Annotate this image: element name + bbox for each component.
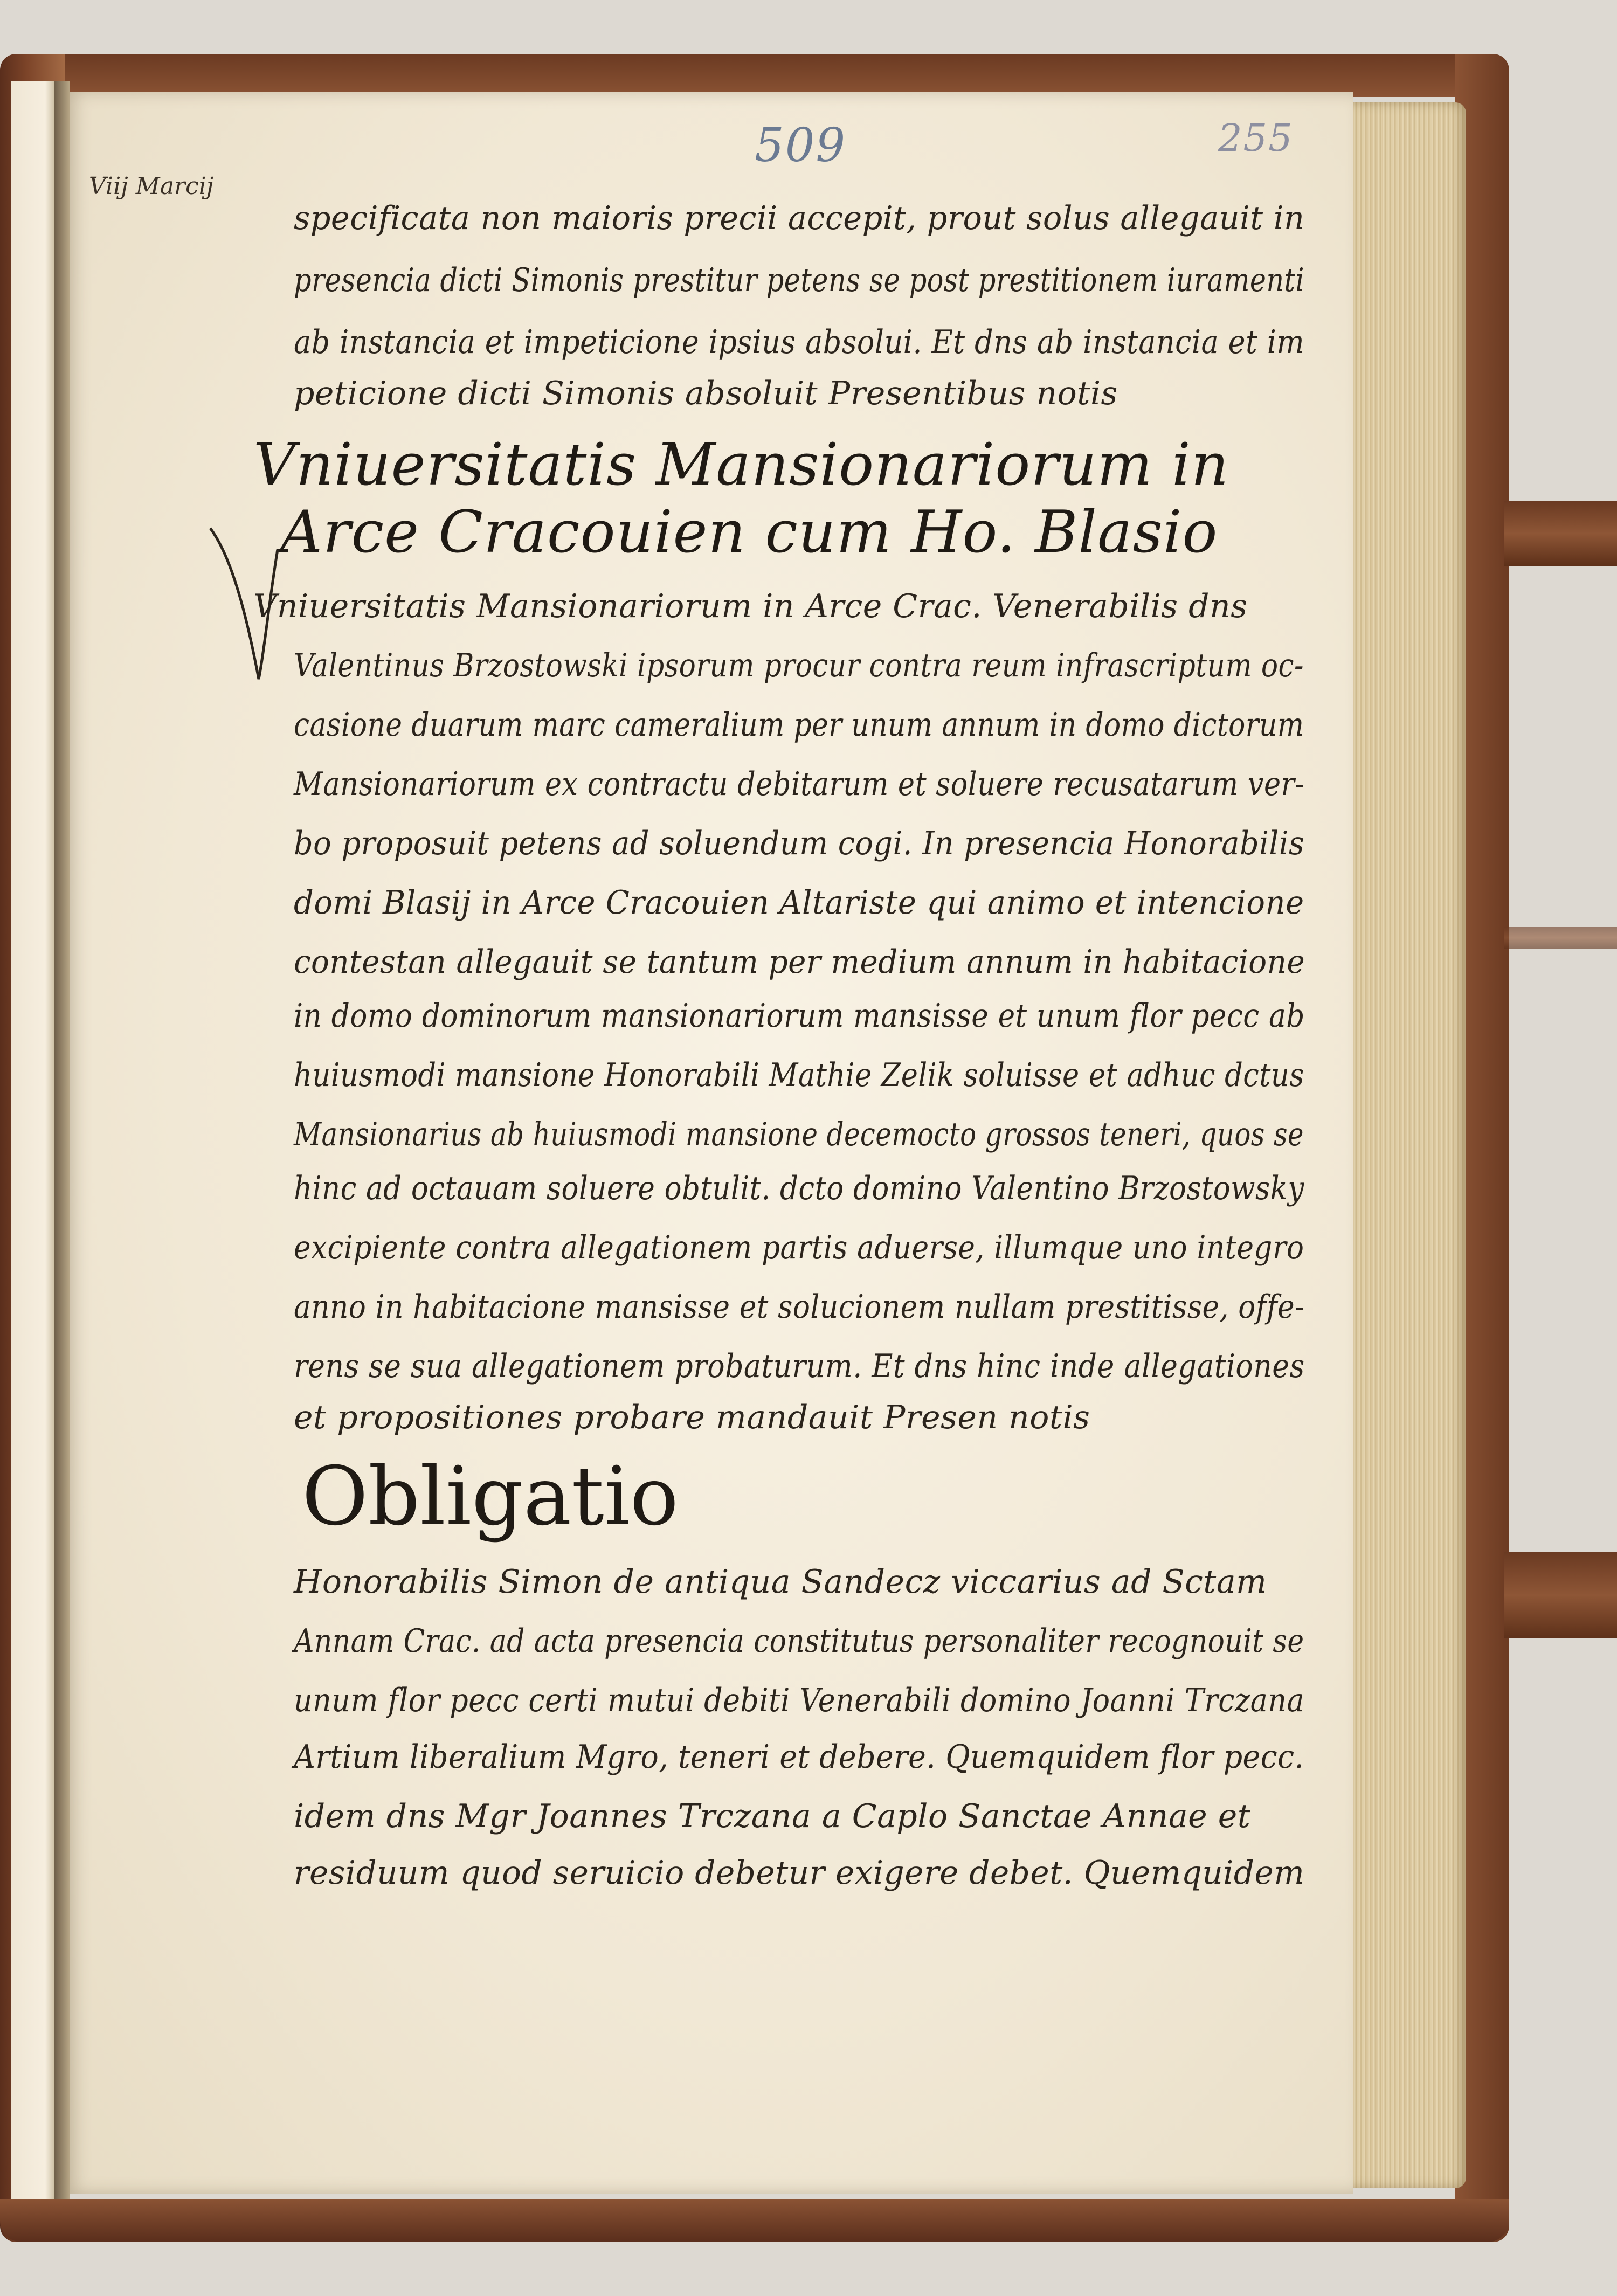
text-line: in domo dominorum mansionariorum mansisse et unum flor pecc ab [294,997,1305,1035]
text-line: Honorabilis Simon de antiqua Sandecz viccarius ad Sctam [294,1563,1267,1601]
text-line: idem dns Mgr Joannes Trczana a Caplo Sanctae Annae et [294,1797,1251,1835]
bookmark-ribbon [1504,501,1617,566]
text-line: et propositiones probare mandauit Presen notis [294,1399,1090,1436]
text-line: presencia dicti Simonis prestitur petens se post prestitionem iuramenti [294,261,1305,299]
book-cover-bottom [0,2199,1509,2242]
text-line: huiusmodi mansione Honorabili Mathie Zelik soluisse et adhuc dctus [294,1056,1304,1094]
facing-page-edge [11,81,54,2199]
text-line: Annam Crac. ad acta presencia constitutus personaliter recognouit se [294,1622,1304,1660]
text-line: peticione dicti Simonis absoluit Presentibus notis [294,375,1118,412]
entry-heading: Vniuersitatis Mansionariorum in [253,431,1229,499]
text-line: hinc ad octauam soluere obtulit. dcto domino Valentino Brzostowsky [294,1170,1304,1207]
text-line: domi Blasij in Arce Cracouien Altariste qui animo et intencione [294,884,1304,922]
text-line: Vniuersitatis Mansionariorum in Arce Crac. Venerabilis dns [253,587,1248,625]
entry-heading: Arce Cracouien cum Ho. Blasio [280,499,1218,566]
text-line: excipiente contra allegationem partis aduerse, illumque uno integro [294,1229,1304,1267]
text-line: specificata non maioris precii accepit, prout solus allegauit in [294,199,1305,237]
text-line: residuum quod seruicio debetur exigere debet. Quemquidem [294,1854,1305,1892]
text-line: casione duarum marc cameralium per unum annum in domo dictorum [294,706,1304,744]
text-line: Mansionarius ab huiusmodi mansione decemocto grossos teneri, quos se [294,1116,1304,1153]
bookmark-ribbon [1504,1552,1617,1638]
text-line: anno in habitacione mansisse et solucionem nullam prestitisse, offe- [294,1288,1305,1326]
page-block-edges [1353,102,1466,2188]
text-line: Artium liberalium Mgro, teneri et debere. Quemquidem flor pecc. [294,1738,1304,1776]
text-line: ab instancia et impeticione ipsius absolui. Et dns ab instancia et im [294,323,1305,361]
section-title: Obligatio [302,1450,679,1544]
text-line: unum flor pecc certi mutui debiti Venerabili domino Joanni Trczana [294,1682,1305,1719]
folio-number-right: 255 [1218,116,1294,160]
folio-number-center: 509 [755,119,847,172]
text-line: rens se sua allegationem probaturum. Et dns hinc inde allegationes [294,1347,1305,1385]
text-line: Valentinus Brzostowski ipsorum procur contra reum infrascriptum oc- [294,647,1304,684]
text-line: bo proposuit petens ad soluendum cogi. In presencia Honorabilis [294,825,1305,862]
bookmark-ribbon [1504,927,1617,949]
text-line: contestan allegauit se tantum per medium annum in habitacione [294,943,1305,981]
book-cover-top [0,54,1509,97]
book-gutter [54,81,70,2199]
text-line: Mansionariorum ex contractu debitarum et soluere recusatarum ver- [294,765,1305,803]
margin-date-note: Viij Marcij [89,172,214,200]
